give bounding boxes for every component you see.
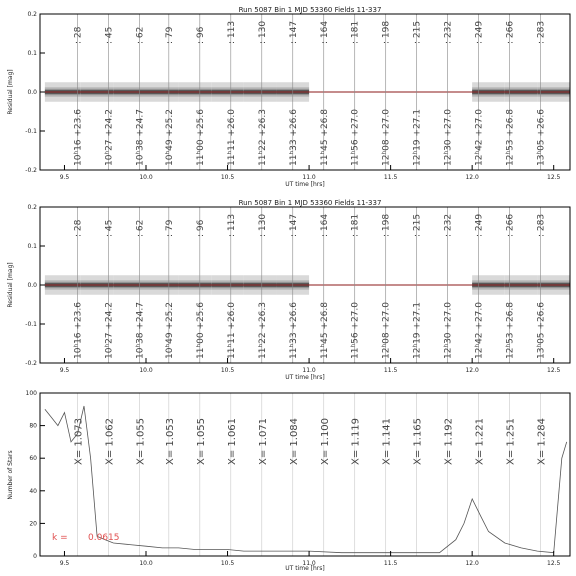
airmass-label: X= 1.055 (135, 417, 147, 465)
y-tick-label: -0.2 (25, 167, 37, 174)
airmass-label: X= 1.084 (288, 417, 300, 465)
field-coord-label: 12ʰ19 +27.1 (412, 302, 423, 359)
field-coord-label: 10ʰ49 +25.2 (164, 302, 175, 359)
k-annotation-prefix: k = (52, 533, 68, 543)
field-number-label: : 232 (443, 20, 454, 44)
field-coord-label: 12ʰ42 +27.0 (474, 109, 485, 166)
field-number-label: : 28 (73, 219, 84, 237)
field-number-label: : 113 (226, 20, 237, 44)
airmass-label: X= 1.192 (443, 417, 455, 465)
y-tick-label: 0.1 (27, 50, 37, 57)
x-tick-label: 12.5 (547, 367, 561, 374)
field-number-label: : 147 (288, 20, 299, 44)
x-tick-label: 12.5 (547, 174, 561, 181)
field-number-label: : 266 (505, 213, 516, 237)
field-coord-label: 10ʰ49 +25.2 (164, 109, 175, 166)
y-tick-label: 0.0 (27, 89, 37, 96)
x-tick-label: 11.5 (383, 367, 398, 374)
airmass-label: X= 1.165 (412, 417, 424, 465)
field-coord-label: 10ʰ16 +23.6 (73, 109, 84, 166)
field-number-label: : 79 (164, 26, 175, 44)
y-tick-label: 0.2 (27, 11, 37, 18)
field-number-label: : 113 (226, 213, 237, 237)
field-number-label: : 283 (536, 20, 547, 44)
x-tick-label: 9.5 (59, 174, 70, 181)
x-tick-label: 9.5 (59, 367, 70, 374)
field-coord-label: 12ʰ30 +27.0 (443, 109, 454, 166)
field-number-label: : 164 (319, 20, 330, 44)
x-tick-label: 10.5 (220, 560, 235, 567)
y-tick-label: 80 (29, 422, 37, 430)
y-tick-label: 0.1 (27, 243, 37, 250)
x-tick-label: 11.0 (302, 367, 316, 374)
field-number-label: : 79 (164, 219, 175, 237)
panel2-xlabel: UT time [hrs] (285, 374, 325, 381)
field-number-label: : 45 (104, 26, 115, 44)
panel2-title: Run 5087 Bin 1 MJD 53360 Fields 11-337 (238, 199, 382, 207)
field-number-label: : 181 (350, 213, 361, 237)
airmass-label: X= 1.251 (505, 417, 517, 465)
y-tick-label: 40 (29, 487, 37, 495)
panel1-ylabel: Residual [mag] (7, 69, 14, 115)
field-number-label: : 130 (257, 20, 268, 44)
y-tick-label: 20 (29, 520, 37, 528)
field-coord-label: 11ʰ33 +26.6 (288, 109, 299, 166)
y-tick-label: -0.1 (25, 128, 37, 135)
star-count-line (45, 406, 567, 553)
airmass-label: X= 1.062 (104, 417, 116, 465)
x-tick-label: 11.0 (302, 174, 316, 181)
field-number-label: : 96 (195, 26, 206, 44)
field-coord-label: 11ʰ56 +27.0 (350, 109, 361, 166)
airmass-label: X= 1.061 (226, 417, 238, 465)
y-tick-label: 60 (29, 455, 37, 463)
x-tick-label: 9.5 (59, 560, 70, 567)
y-tick-label: 100 (25, 390, 37, 397)
residual-panel-middle (7, 199, 570, 381)
residual-panel-top (7, 6, 570, 188)
airmass-label: X= 1.284 (536, 417, 548, 465)
field-coord-label: 11ʰ45 +26.8 (319, 302, 330, 359)
field-coord-label: 10ʰ38 +24.7 (135, 109, 146, 166)
field-coord-label: 11ʰ22 +26.3 (257, 302, 268, 359)
airmass-label: X= 1.221 (474, 417, 486, 465)
airmass-label: X= 1.073 (73, 417, 85, 465)
y-tick-label: 0 (33, 553, 37, 560)
airmass-label: X= 1.071 (257, 417, 269, 465)
field-number-label: : 266 (505, 20, 516, 44)
field-number-label: : 215 (412, 213, 423, 237)
field-number-label: : 164 (319, 213, 330, 237)
field-coord-label: 11ʰ45 +26.8 (319, 109, 330, 166)
field-coord-label: 11ʰ00 +25.6 (195, 109, 206, 166)
x-tick-label: 11.5 (383, 560, 398, 567)
field-coord-label: 13ʰ05 +26.6 (536, 302, 547, 359)
y-tick-label: -0.1 (25, 321, 37, 328)
y-tick-label: -0.2 (25, 360, 37, 367)
x-tick-label: 10.5 (220, 174, 235, 181)
field-coord-label: 10ʰ38 +24.7 (135, 302, 146, 359)
field-coord-label: 12ʰ53 +26.8 (505, 302, 516, 359)
field-number-label: : 62 (135, 26, 146, 44)
field-coord-label: 10ʰ27 +24.2 (104, 302, 115, 359)
field-number-label: : 45 (104, 219, 115, 237)
k-annotation-value: 0.0615 (88, 533, 120, 543)
y-tick-label: 0.0 (27, 282, 37, 289)
field-coord-label: 12ʰ19 +27.1 (412, 109, 423, 166)
field-coord-label: 11ʰ56 +27.0 (350, 302, 361, 359)
x-tick-label: 12.0 (465, 174, 479, 181)
field-number-label: : 28 (73, 26, 84, 44)
field-coord-label: 11ʰ11 +26.0 (226, 302, 237, 359)
x-tick-label: 11.0 (302, 560, 316, 567)
x-tick-label: 11.5 (383, 174, 398, 181)
y-tick-label: 0.2 (27, 204, 37, 211)
field-number-label: : 249 (474, 213, 485, 237)
field-number-label: : 198 (381, 20, 392, 44)
x-tick-label: 10.0 (139, 367, 153, 374)
panel1-xlabel: UT time [hrs] (285, 181, 325, 188)
field-number-label: : 62 (135, 219, 146, 237)
field-number-label: : 283 (536, 213, 547, 237)
field-coord-label: 12ʰ30 +27.0 (443, 302, 454, 359)
x-tick-label: 10.5 (220, 367, 235, 374)
x-tick-label: 12.0 (465, 560, 479, 567)
field-coord-label: 10ʰ16 +23.6 (73, 302, 84, 359)
field-number-label: : 147 (288, 213, 299, 237)
field-coord-label: 11ʰ33 +26.6 (288, 302, 299, 359)
panel3-ylabel: Number of Stars (7, 450, 14, 500)
x-tick-label: 12.0 (465, 367, 479, 374)
field-number-label: : 96 (195, 219, 206, 237)
x-tick-label: 10.0 (139, 174, 153, 181)
field-coord-label: 12ʰ08 +27.0 (381, 109, 392, 166)
field-number-label: : 215 (412, 20, 423, 44)
field-number-label: : 198 (381, 213, 392, 237)
field-coord-label: 12ʰ53 +26.8 (505, 109, 516, 166)
x-tick-label: 12.5 (547, 560, 561, 567)
panel3-frame (40, 393, 570, 556)
airmass-label: X= 1.119 (350, 417, 362, 465)
field-coord-label: 11ʰ11 +26.0 (226, 109, 237, 166)
airmass-label: X= 1.100 (319, 417, 331, 465)
field-coord-label: 12ʰ08 +27.0 (381, 302, 392, 359)
panel3-xlabel: UT time [hrs] (285, 565, 325, 572)
field-coord-label: 11ʰ00 +25.6 (195, 302, 206, 359)
field-number-label: : 181 (350, 20, 361, 44)
field-coord-label: 13ʰ05 +26.6 (536, 109, 547, 166)
star-count-panel (7, 390, 570, 572)
field-coord-label: 10ʰ27 +24.2 (104, 109, 115, 166)
field-coord-label: 12ʰ42 +27.0 (474, 302, 485, 359)
field-number-label: : 232 (443, 213, 454, 237)
panel1-title: Run 5087 Bin 1 MJD 53360 Fields 11-337 (238, 6, 382, 14)
airmass-label: X= 1.053 (164, 417, 176, 465)
airmass-label: X= 1.141 (381, 417, 393, 465)
x-tick-label: 10.0 (139, 560, 153, 567)
airmass-label: X= 1.055 (195, 417, 207, 465)
field-number-label: : 249 (474, 20, 485, 44)
field-coord-label: 11ʰ22 +26.3 (257, 109, 268, 166)
field-number-label: : 130 (257, 213, 268, 237)
panel2-ylabel: Residual [mag] (7, 262, 14, 308)
